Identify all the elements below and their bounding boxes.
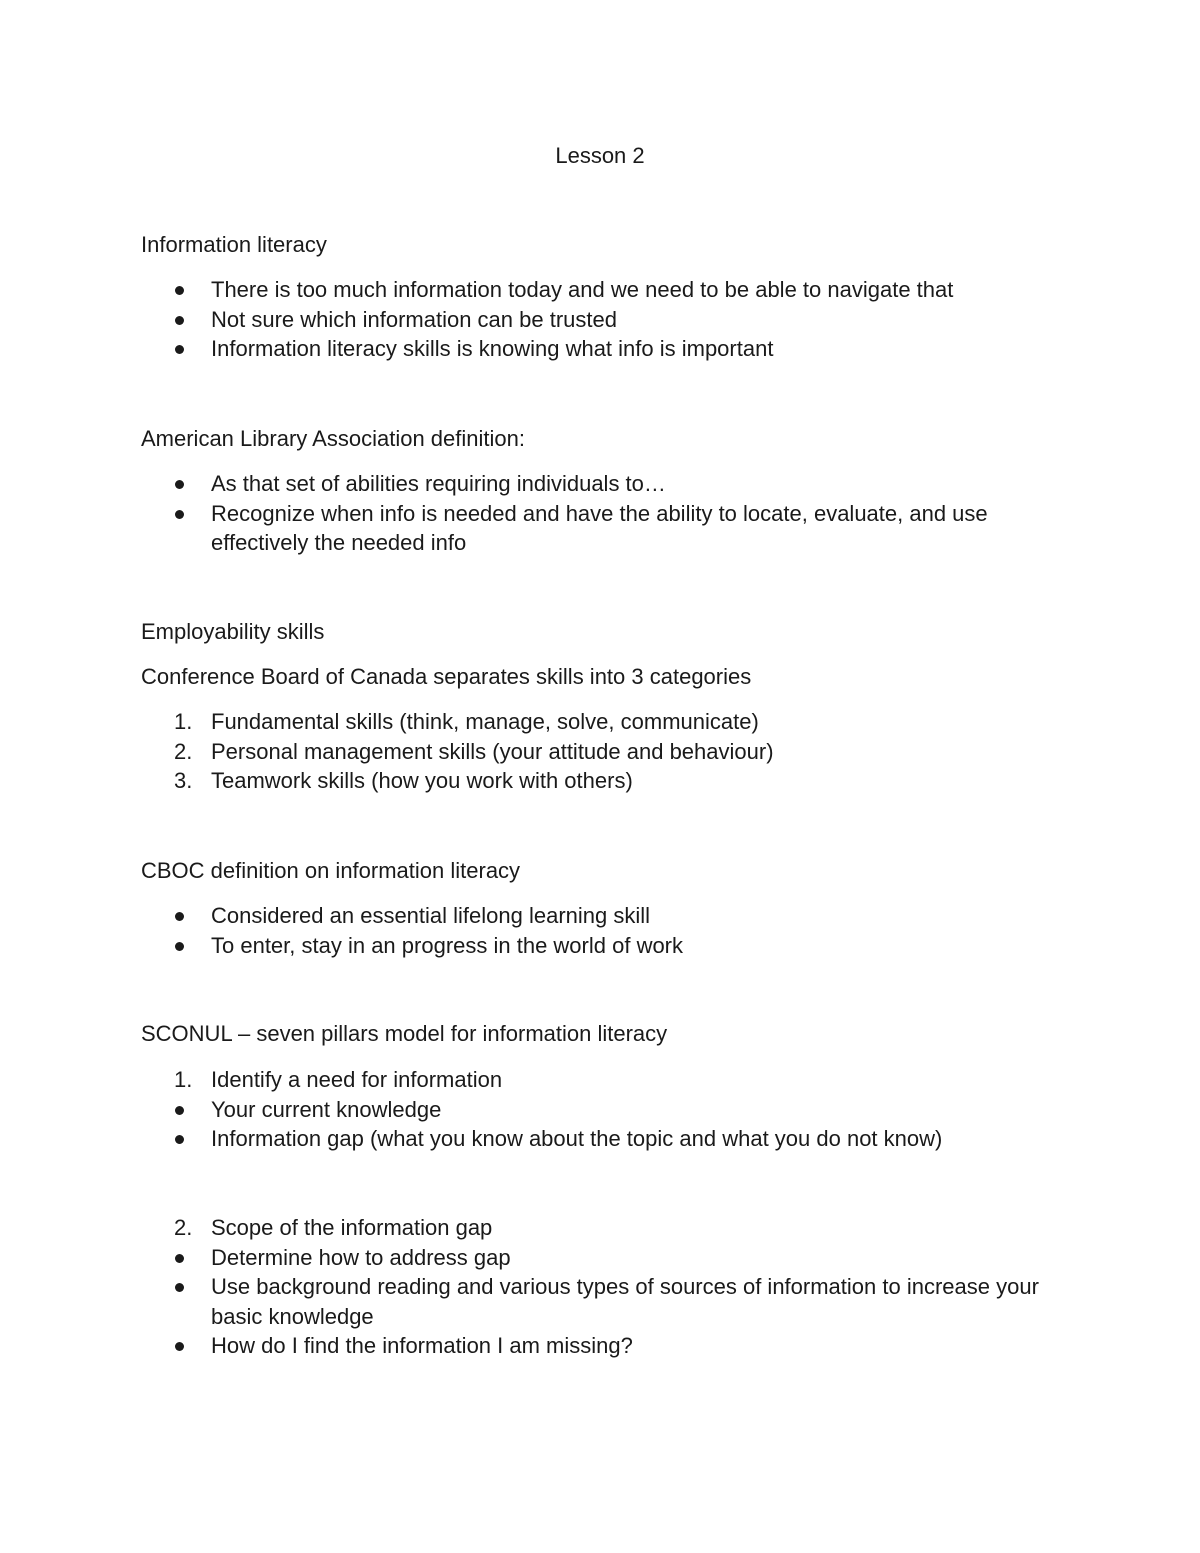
- bullet-icon: [175, 1342, 184, 1351]
- list-item: [0, 1124, 1071, 1154]
- bullet-icon: [175, 1135, 184, 1144]
- list-item: [0, 275, 1071, 305]
- list-item-text: Scope of the information gap: [211, 1215, 493, 1240]
- bullet-icon: [175, 286, 184, 295]
- heading-cboc-definition: CBOC definition on information literacy: [141, 858, 521, 883]
- list-item-text: Your current knowledge: [211, 1096, 442, 1122]
- bullet-icon: [175, 1254, 184, 1263]
- list-item: [0, 305, 1071, 335]
- heading-sconul-model: SCONUL – seven pillars model for information literacy: [141, 1021, 668, 1046]
- list-cboc-definition: [0, 901, 1071, 960]
- list-item-text: How do I find the information I am missing?: [211, 1333, 633, 1358]
- list-item: [0, 1272, 1071, 1331]
- list-item: [0, 1243, 1071, 1273]
- list-item-text: There is too much information today and we need to be able to navigate that: [211, 277, 954, 302]
- list-item-text: Fundamental skills (think, manage, solve, communicate): [211, 709, 759, 734]
- list-sconul-pillar-2: [0, 1213, 1071, 1361]
- subheading-conference-board: Conference Board of Canada separates skills into 3 categories: [141, 664, 752, 689]
- list-item-text: Determine how to address gap: [211, 1244, 511, 1270]
- list-number: 1.: [174, 709, 193, 734]
- heading-ala-definition: American Library Association definition:: [141, 426, 525, 451]
- list-item-text: Considered an essential lifelong learning skill: [211, 903, 651, 928]
- bullet-icon: [175, 480, 184, 489]
- list-item: [0, 1065, 1071, 1095]
- list-number: 2.: [174, 1215, 193, 1240]
- list-item: [0, 1331, 1071, 1361]
- list-item-text: Use background reading and various types of sources of information to increase your basic knowledge: [211, 1274, 1039, 1329]
- bullet-icon: [175, 510, 184, 519]
- list-information-literacy: [0, 275, 1071, 364]
- list-item-text: Information gap (what you know about the topic and what you do not know): [211, 1126, 943, 1151]
- bullet-icon: [175, 316, 184, 325]
- list-item: [0, 707, 1071, 737]
- list-item: [0, 901, 1071, 931]
- list-item-text: Information literacy skills is knowing what info is important: [211, 336, 774, 361]
- list-ala-definition: [0, 469, 1071, 558]
- list-item-text: Teamwork skills (how you work with others): [211, 768, 633, 793]
- list-item: [0, 766, 1071, 796]
- list-item: [0, 931, 1071, 961]
- list-item-text: Personal management skills (your attitude and behaviour): [211, 738, 774, 764]
- list-number: 1.: [174, 1067, 193, 1092]
- list-number: 3.: [174, 768, 193, 793]
- list-item: [0, 1095, 1071, 1125]
- list-number: 2.: [174, 738, 193, 764]
- list-item-text: Not sure which information can be trusted: [211, 306, 617, 332]
- bullet-icon: [175, 1283, 184, 1292]
- bullet-icon: [175, 942, 184, 951]
- list-item-text: As that set of abilities requiring individuals to…: [211, 471, 666, 496]
- heading-employability-skills: Employability skills: [141, 619, 325, 644]
- list-item: [0, 469, 1071, 499]
- list-item-text: Recognize when info is needed and have the ability to locate, evaluate, and use effectively the needed info: [211, 500, 988, 555]
- bullet-icon: [175, 912, 184, 921]
- list-item-text: Identify a need for information: [211, 1067, 503, 1092]
- list-employability-skills: [0, 707, 1071, 796]
- heading-information-literacy: Information literacy: [141, 232, 327, 257]
- list-item: [0, 499, 1071, 558]
- list-item: [0, 1213, 1071, 1243]
- list-item-text: To enter, stay in an progress in the world of work: [211, 932, 684, 958]
- list-sconul-pillar-1: [0, 1065, 1071, 1154]
- bullet-icon: [175, 1106, 184, 1115]
- bullet-icon: [175, 345, 184, 354]
- list-item: [0, 334, 1071, 364]
- page-title: Lesson 2: [555, 143, 645, 168]
- list-item: [0, 737, 1071, 767]
